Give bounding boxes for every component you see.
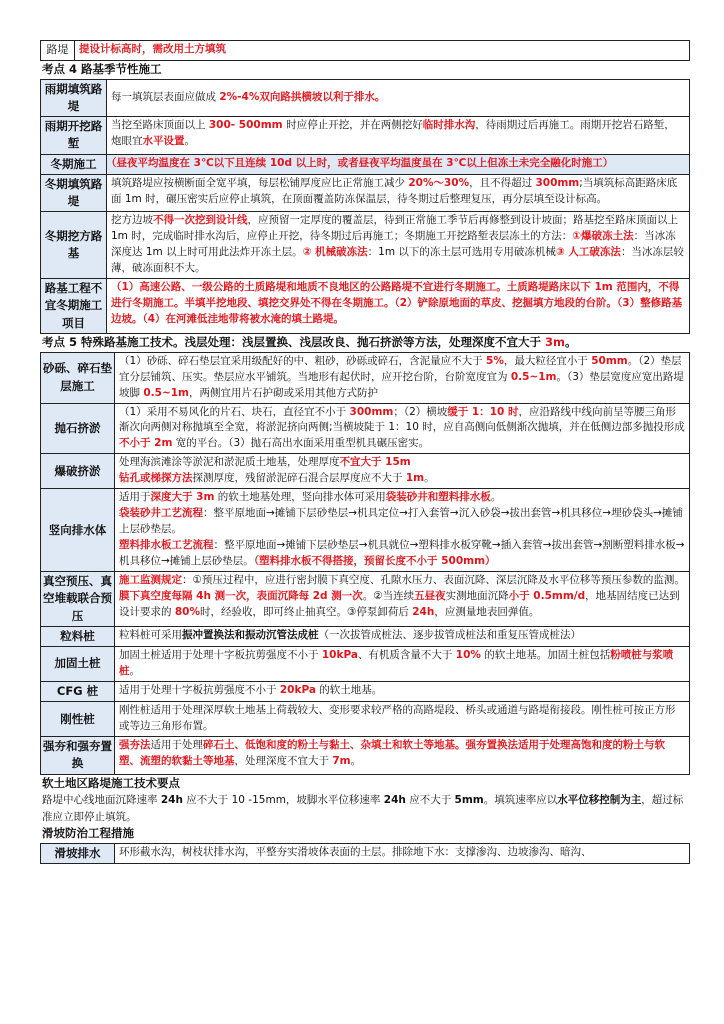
text-span: 。 [565, 334, 577, 349]
text-span: ，超过标准应立即停止填筑。 [42, 794, 684, 823]
text-span: 适用于处理 [150, 739, 203, 752]
row-key: 加固土桩 [41, 647, 115, 682]
text-span: ，最大粒径宜小于 [503, 354, 592, 367]
text-span: 5% [486, 354, 504, 367]
text-span: 的软土地基。加固土桩包括 [480, 649, 611, 662]
landslide-table [40, 843, 690, 864]
table-row [41, 403, 690, 454]
text-span: 7m [332, 755, 351, 768]
text-span: 实测地面沉降 [445, 590, 509, 602]
text-span: 。 [350, 755, 362, 768]
text-span: 24h [412, 605, 435, 618]
row-key: 冬期施工 [41, 154, 107, 174]
row-key: 强夯和强夯置换 [41, 737, 115, 775]
table-row [41, 154, 690, 174]
table-row [41, 647, 690, 682]
text-span: ;当填筑标高距路床底面 1m 时，碾压密实后应停止填筑，在顶面覆盖防冻保温层，待冬期过后整理复压，再分层填至设计标高。 [111, 176, 678, 205]
text-span: 300mm [535, 176, 580, 189]
table-row [41, 352, 690, 403]
row-key: 爆破挤淤 [41, 454, 115, 489]
text-span: 强夯法 [119, 739, 151, 752]
text-span: 不小于 2m [119, 437, 173, 450]
text-span: 。 [129, 665, 140, 677]
text-span: 碎石土、低饱和度的粉土与黏土、杂填土和软土等地基。强夯置换法适用于处理高饱和度的粉土与软塑、流塑的软黏土等地基 [119, 739, 665, 768]
text-span: 80% [174, 605, 200, 618]
text-span: 。填筑速率应以 [483, 794, 558, 807]
text-span: （昼夜平均温度在 3℃以下且连续 10d 以上时，或者昼夜平均温度虽在 3℃以上但冻土未完全融化时施工） [106, 156, 614, 169]
text-span: 填筑路堤应按横断面全宽平填，每层松铺厚度应比正常施工减少 [111, 176, 409, 189]
table-row [41, 117, 690, 155]
row-content [107, 154, 690, 174]
text-span: （一次拔管成桩法、逐步拔管成桩法和重复压管成桩法） [318, 628, 581, 641]
text-span: ：当冰冻层较薄，破冻面积不大。 [111, 246, 684, 275]
text-span: 应不大于 [405, 794, 455, 807]
text-span: 振冲置换法和振动沉管法成桩 [182, 628, 319, 641]
text-span: 。 [424, 472, 435, 485]
text-span: ③ 人工破冻法 [555, 246, 621, 259]
text-span: 。（3）垫层宽度应宽出路堤坡脚 [119, 370, 684, 399]
text-span: 五昼夜 [414, 590, 446, 602]
text-span: ，待雨期过后再施工。雨期开挖岩石路堑，炮眼宜 [111, 119, 675, 147]
text-span: ，地基固结度已达到设计要求的 [119, 590, 680, 618]
section-5-title [40, 334, 690, 352]
row-content [107, 212, 690, 279]
text-span: 挖方边坡 [111, 214, 153, 227]
text-span: 20%～30% [408, 176, 470, 189]
text-span: 、有机质含量不大于 [357, 649, 456, 662]
text-span: 50mm [591, 354, 628, 367]
text-span: 适用于处理十字板抗剪强度不小于 [119, 683, 280, 696]
text-span: ② 机械破冻法 [302, 246, 368, 259]
text-span: 应不大于 10 -15mm，坡脚水平位移速率 [182, 794, 384, 807]
text-span: 考点 5 特殊路基施工技术。浅层处理：浅层置换、浅层改良、抛石挤淤等方法，处理深度不宜大于 [42, 334, 546, 349]
text-span: 路堤中心线地面沉降速率 [42, 794, 161, 807]
table-row [41, 702, 690, 737]
text-span: 不得一次挖到设计线 [153, 214, 248, 227]
text-span: 袋装砂井工艺流程 [119, 507, 203, 520]
table-row [41, 174, 690, 212]
soft-soil-text [40, 792, 690, 825]
row-key: 竖向排水体 [41, 489, 115, 572]
row-content [115, 403, 690, 454]
text-span: 10% [455, 649, 481, 662]
text-span: 宽的平台。（3）抛石高出水面采用重型机具碾压密实。 [172, 437, 430, 450]
text-span: （1）采用不易风化的片石、块石，直径宜不小于 [119, 405, 350, 418]
text-span: 深度大于 3m [150, 491, 215, 504]
text-span: ①爆破冻土法 [572, 230, 634, 243]
row-content [115, 737, 690, 775]
text-span: 10kPa [321, 649, 358, 662]
text-span: 处理海滨滩涂等淤泥和淤泥质土地基，处理厚度 [119, 456, 340, 469]
document-page [40, 40, 690, 864]
text-span: 时，经验收，即可终止抽真空。③停泵卸荷后 [199, 605, 413, 618]
text-span: ，应预留一定厚度的覆盖层，待到正常施工季节后再修整到设计坡面；路基挖至路床顶面以上 1m 时，完成临时排水沟后，应停止开挖，待冬期过后再施工；冬期施工开挖路堑表层冻土的方法： [111, 214, 678, 243]
row-key: CFG 桩 [41, 681, 115, 701]
text-span: 。②当连续 [362, 590, 415, 602]
table-row [41, 489, 690, 572]
row-key: 路堤 [41, 41, 75, 61]
text-span: 1m [405, 472, 425, 485]
row-content [115, 681, 690, 701]
text-span: ；（2）横坡 [393, 405, 448, 418]
text-span: 塑料排水板工艺流程 [119, 539, 214, 552]
text-span: 钻孔或梯探方法 [119, 472, 193, 485]
text-span: 。 [184, 134, 195, 147]
text-span: ：①预压过程中，应进行密封膜下真空度、孔隙水压力、表面沉降、深层沉降及水平位移等预压参数的监测。 [182, 574, 685, 587]
row-content [107, 79, 690, 117]
text-span: 5mm [454, 794, 484, 807]
seasonal-construction-table [40, 79, 690, 334]
text-span: （1）高速公路、一级公路的土质路堤和地质不良地区的公路路堤不宜进行冬期施工。土质路堤路床以下 1m 范围内，不得进行冬期施工。半填半挖地段、填挖交界处不得在冬期施工。（2）铲除原地面的草皮、挖掘填方地段的台阶。（3）整修路基边坡。（4）在河滩低洼地带将被水淹的填土路堤。 [111, 281, 683, 325]
roadbed-table-top [40, 40, 690, 61]
row-key: 雨期开挖路堑 [41, 117, 107, 155]
text-span: 时应停止开挖，并在两侧挖好 [286, 119, 423, 132]
text-span: 粒料桩可采用 [119, 628, 182, 641]
text-span: 探测厚度，残留淤泥碎石混合层厚度应不大于 [192, 472, 406, 485]
text-span: 。 [490, 491, 502, 504]
row-content [115, 572, 690, 627]
text-span: 20kPa [279, 683, 316, 696]
table-row [41, 626, 690, 646]
row-key: 冬期挖方路基 [41, 212, 107, 279]
text-span: 3m [545, 334, 566, 349]
text-span: ：1m 以下的冻土层可选用专用破冻机械 [367, 246, 556, 259]
text-span: 小于 0.5mm/d [508, 590, 586, 602]
table-row [41, 737, 690, 775]
row-content [107, 117, 690, 155]
text-span: 缓于 1：10 时 [447, 405, 519, 418]
text-span: 300mm [349, 405, 394, 418]
table-row [41, 454, 690, 489]
row-key: 粒料桩 [41, 626, 115, 646]
row-key: 雨期填筑路堤 [41, 79, 107, 117]
text-span: 提设计标高时，需改用土方填筑 [79, 43, 226, 55]
row-key: 真空预压、真空堆载联合预压 [41, 572, 115, 627]
text-span: ，且不得超过 [469, 176, 536, 189]
row-content [115, 454, 690, 489]
text-span: 临时排水沟 [422, 119, 476, 132]
row-content [107, 174, 690, 212]
text-span: 的软土地基处理，竖向排水体可采用 [214, 491, 386, 504]
row-key: 滑坡排水 [41, 843, 115, 863]
row-content [75, 41, 690, 61]
text-span: （塑料排水板不得搭接，预留长度不小于 500mm） [253, 555, 496, 568]
text-span: 0.5~1m [510, 370, 557, 383]
row-key: 砂砾、碎石垫层施工 [41, 352, 115, 403]
text-span: ，应沿路线中线向前呈等腰三角形渐次向两侧对称抛填至全宽，将淤泥挤向两侧;当横坡陡于 1：10 时，应自高侧向低侧渐次抛填，并在低侧边部多抛投形成 [119, 405, 685, 434]
row-key: 冬期填筑路堤 [41, 174, 107, 212]
table-row [41, 681, 690, 701]
row-content: 环形截水沟，树枝状排水沟，平整夯实滑坡体表面的土层。排除地下水：支撑渗沟、边坡渗沟、暗沟、 [115, 843, 690, 863]
text-span: 加固土桩适用于处理十字板抗剪强度不小于 [119, 649, 322, 662]
text-span: 每一填筑层表面应做成 [111, 90, 220, 103]
text-span: 的软土地基。 [315, 683, 383, 696]
section-4-title: 考点 4 路基季节性施工 [42, 61, 162, 76]
text-span: 粉喷桩与浆喷桩 [119, 649, 674, 677]
table-row [41, 843, 690, 863]
row-content [115, 626, 690, 646]
text-span: 膜下真空度每隔 4h 测一次，表面沉降每 2d 测一次 [119, 590, 363, 602]
special-roadbed-table [40, 352, 690, 775]
table-row [41, 79, 690, 117]
text-span: （1）砂砾、碎石垫层宜采用级配好的中、粗砂，砂砾或碎石，含泥量应不大于 [119, 354, 487, 367]
text-span: 24h [383, 794, 406, 807]
text-span: 不宜大于 15m [339, 456, 411, 469]
text-span: 袋装砂井和塑料排水板 [385, 491, 491, 504]
text-span: ，应测量地表回弹值。 [434, 605, 540, 618]
text-span: 水平位移控制为主 [557, 794, 642, 807]
soft-soil-title: 软土地区路堤施工技术要点 [42, 775, 180, 790]
text-span: 适用于 [119, 491, 151, 504]
text-span: ：当冰冻深度达 1m 以上时可用此法炸开冻土层。 [111, 230, 676, 259]
text-span: 水平设置 [142, 134, 185, 147]
row-key: 刚性桩 [41, 702, 115, 737]
text-span: 。（2）垫层宜分层铺筑、压实。垫层应水平铺筑。当地形有起伏时，应开挖台阶，台阶宽度宜为 [119, 354, 682, 383]
table-row [41, 41, 690, 61]
row-content [115, 489, 690, 572]
text-span: ：整平原地面→摊铺下层砂垫层→机具定位→打入套管→沉入砂袋→拔出套管→机具移位→埋砂袋头→摊铺上层砂垫层。 [119, 507, 683, 536]
text-span: 24h [160, 794, 183, 807]
table-row [41, 212, 690, 279]
text-span: 0.5~1m [143, 386, 189, 399]
text-span: 施工监测规定 [119, 574, 182, 587]
text-span: 300- 500mm [208, 119, 287, 132]
table-row [41, 572, 690, 627]
text-span: ：整平原地面→摊铺下层砂垫层→机具就位→塑料排水板穿靴→插入套管→拔出套管→割断塑料排水板→机具移位→摊铺上层砂垫层。 [119, 539, 685, 568]
row-key: 路基工程不宜冬期施工项目 [41, 279, 107, 334]
text-span: 2%-4%双向路拱横坡以利于排水。 [219, 90, 386, 103]
text-span: ，两侧宜用片石护砌或采用其他方式防护 [189, 386, 378, 399]
text-span: ，处理深度不宜大于 [234, 755, 333, 768]
landslide-title: 滑坡防治工程措施 [42, 825, 134, 840]
table-row [41, 279, 690, 334]
row-key: 抛石挤淤 [41, 403, 115, 454]
row-content: 刚性桩适用于处理深厚软土地基上荷载较大、变形要求较严格的高路堤段、桥头或通道与路堤衔接段。刚性桩可按正方形或等边三角形布置。 [115, 702, 690, 737]
row-content [107, 279, 690, 334]
row-content [115, 352, 690, 403]
row-content [115, 647, 690, 682]
text-span: 当挖至路床顶面以上 [111, 119, 209, 132]
